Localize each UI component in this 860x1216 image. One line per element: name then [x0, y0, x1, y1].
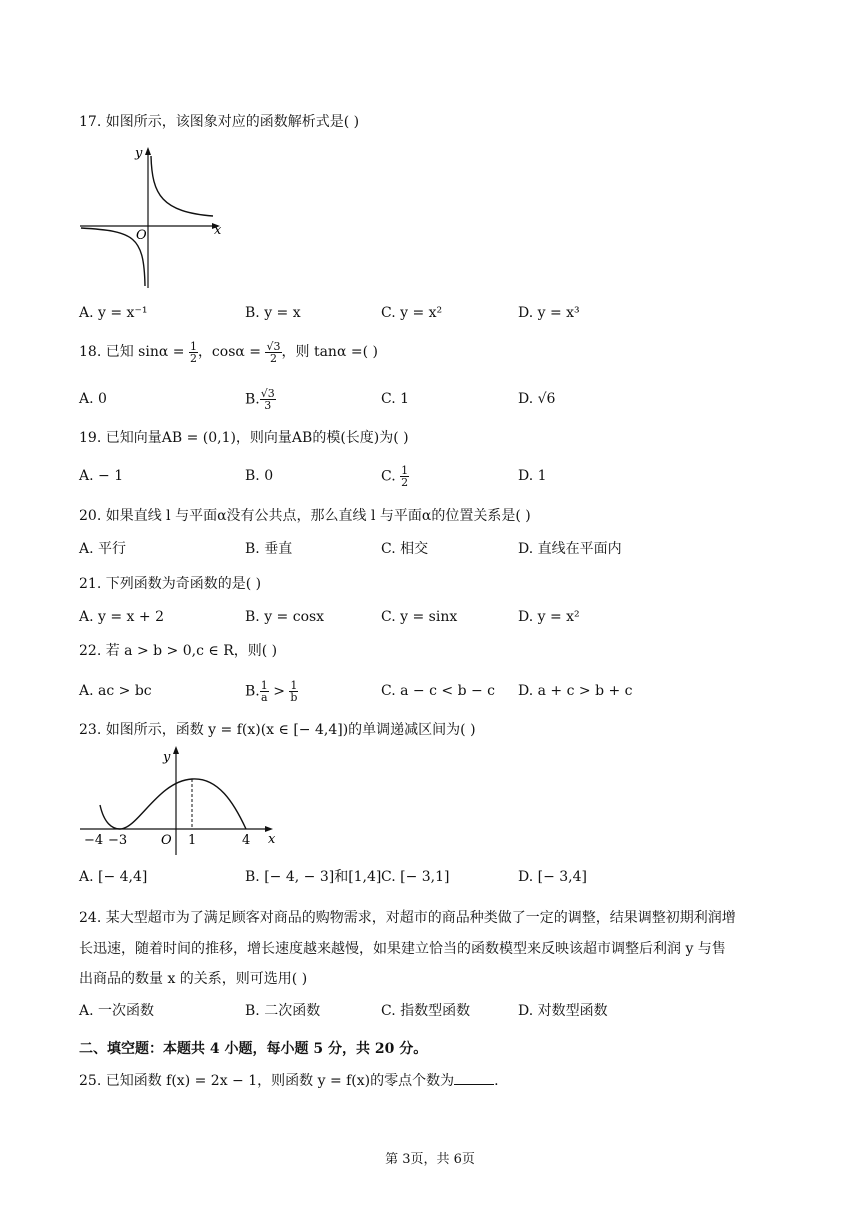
cos-denominator: 2: [269, 351, 277, 365]
option-b[interactable]: B. y = x: [245, 305, 301, 321]
question-23-stem: 23. 如图所示，函数 y = f(x)(x ∈ [− 4,4])的单调递减区间为( ): [79, 722, 476, 738]
option-b[interactable]: B. y = cosx: [245, 609, 325, 625]
sin-numerator: 1: [189, 339, 197, 353]
greater-than: >: [273, 683, 285, 700]
x-label: x: [268, 832, 276, 847]
question-20-options: [79, 538, 779, 560]
question-24-line-3: 出商品的数量 x 的关系，则可选用( ): [79, 971, 308, 987]
option-a[interactable]: A. y = x + 2: [79, 609, 164, 625]
x-label: x: [214, 223, 222, 238]
q18-suffix: ，则 tanα =( ): [281, 344, 378, 360]
question-20-stem: 20. 如果直线 l 与平面α没有公共点，那么直线 l 与平面α的位置关系是( ): [79, 508, 531, 524]
section-heading-fill-in: 二、填空题：本题共 4 小题，每小题 5 分，共 20 分。: [79, 1041, 428, 1057]
question-25-stem: [79, 1072, 499, 1090]
option-a[interactable]: A. − 1: [79, 468, 124, 484]
question-22-options: [79, 680, 779, 702]
sin-denominator: 2: [189, 351, 197, 365]
option-d[interactable]: D. 直线在平面内: [518, 541, 622, 557]
numerator: 1: [290, 679, 298, 692]
numerator: 1: [260, 679, 268, 692]
option-a[interactable]: A. 0: [79, 391, 107, 407]
answer-blank[interactable]: [454, 1072, 494, 1085]
fraction-cos: [265, 341, 281, 364]
question-17-graph: [78, 140, 228, 290]
q25-prefix: 25. 已知函数 f(x) = 2x − 1，则函数 y = f(x)的零点个数为: [79, 1073, 455, 1089]
fraction-sin: [189, 341, 198, 364]
question-18-stem: [79, 339, 378, 365]
numerator: √3: [260, 387, 275, 400]
question-21-options: [79, 606, 779, 628]
denominator: 3: [264, 399, 272, 412]
option-a[interactable]: A. 一次函数: [79, 1003, 155, 1019]
option-d[interactable]: D. y = x³: [518, 305, 580, 321]
option-c[interactable]: C. 相交: [381, 541, 429, 557]
fraction-1-over-b: [289, 680, 298, 703]
option-d[interactable]: D. √6: [518, 391, 556, 407]
y-axis-arrow: [145, 147, 151, 155]
option-b-prefix: B.: [245, 683, 260, 700]
option-d[interactable]: D. 1: [518, 468, 547, 484]
origin-label: O: [136, 228, 147, 243]
origin-label: O: [161, 833, 172, 848]
question-19-options: [79, 465, 779, 487]
option-d[interactable]: D. a + c > b + c: [518, 683, 633, 699]
option-b-prefix: B.: [245, 391, 260, 408]
curve-branch-right: [151, 156, 213, 216]
question-24-line-1: 24. 某大型超市为了满足顾客对商品的购物需求，对超市的商品种类做了一定的调整，结果调整初期利润增: [79, 910, 736, 926]
option-c[interactable]: C. y = x²: [381, 305, 443, 321]
option-a[interactable]: A. y = x⁻¹: [79, 305, 148, 321]
y-axis-arrow: [173, 746, 179, 754]
option-c[interactable]: C. 1: [381, 391, 410, 407]
denominator: 2: [401, 476, 409, 489]
option-c-prefix: C.: [381, 468, 396, 485]
tick-minus-4: −4: [84, 833, 104, 848]
option-d[interactable]: D. [− 3,4]: [518, 869, 587, 885]
option-b[interactable]: B. 二次函数: [245, 1003, 321, 1019]
tick-1: 1: [188, 833, 197, 848]
question-23-options: [79, 866, 779, 888]
q18-mid: ，cosα =: [197, 344, 262, 360]
option-c[interactable]: C. y = sinx: [381, 609, 458, 625]
option-a[interactable]: A. [− 4,4]: [79, 869, 148, 885]
question-23-graph: [78, 743, 288, 858]
option-d[interactable]: D. 对数型函数: [518, 1003, 608, 1019]
denominator: b: [290, 691, 298, 704]
function-curve: [100, 779, 246, 829]
option-b[interactable]: [245, 680, 298, 703]
option-d[interactable]: D. y = x²: [518, 609, 580, 625]
tick-minus-3: −3: [108, 833, 128, 848]
option-c[interactable]: [381, 465, 409, 488]
cos-numerator: √3: [266, 339, 281, 353]
option-a[interactable]: A. ac > bc: [79, 683, 152, 699]
option-c[interactable]: C. 指数型函数: [381, 1003, 471, 1019]
question-22-stem: 22. 若 a > b > 0,c ∈ R，则( ): [79, 643, 278, 659]
denominator: a: [260, 691, 268, 704]
option-a[interactable]: A. 平行: [79, 541, 127, 557]
question-18-options: [79, 388, 779, 410]
numerator: 1: [401, 464, 409, 477]
question-17-stem: 17. 如图所示，该图象对应的函数解析式是( ): [79, 114, 360, 130]
q18-prefix: 18. 已知 sinα =: [79, 344, 185, 360]
y-label: y: [135, 146, 143, 161]
question-21-stem: 21. 下列函数为奇函数的是( ): [79, 576, 262, 592]
option-b-fraction: [260, 388, 276, 411]
option-b[interactable]: B. 0: [245, 468, 274, 484]
option-c[interactable]: C. a − c < b − c: [381, 683, 495, 699]
question-24-line-2: 长迅速，随着时间的推移，增长速度越来越慢，如果建立恰当的函数模型来反映该超市调整后利润 y 与售: [79, 941, 726, 957]
q25-suffix: .: [494, 1073, 499, 1089]
question-24-options: [79, 1000, 779, 1022]
page-footer: 第 3页，共 6页: [385, 1152, 475, 1167]
y-label: y: [163, 750, 171, 765]
question-17-options: [79, 302, 779, 324]
option-c-fraction: [400, 465, 409, 488]
question-19-stem: 19. 已知向量AB = (0,1)，则向量AB的模(长度)为( ): [79, 430, 409, 446]
option-b[interactable]: B. [− 4, − 3]和[1,4]: [245, 869, 382, 885]
option-b[interactable]: [245, 388, 276, 411]
option-c[interactable]: C. [− 3,1]: [381, 869, 450, 885]
option-b[interactable]: B. 垂直: [245, 541, 293, 557]
fraction-1-over-a: [260, 680, 269, 703]
tick-4: 4: [242, 833, 251, 848]
